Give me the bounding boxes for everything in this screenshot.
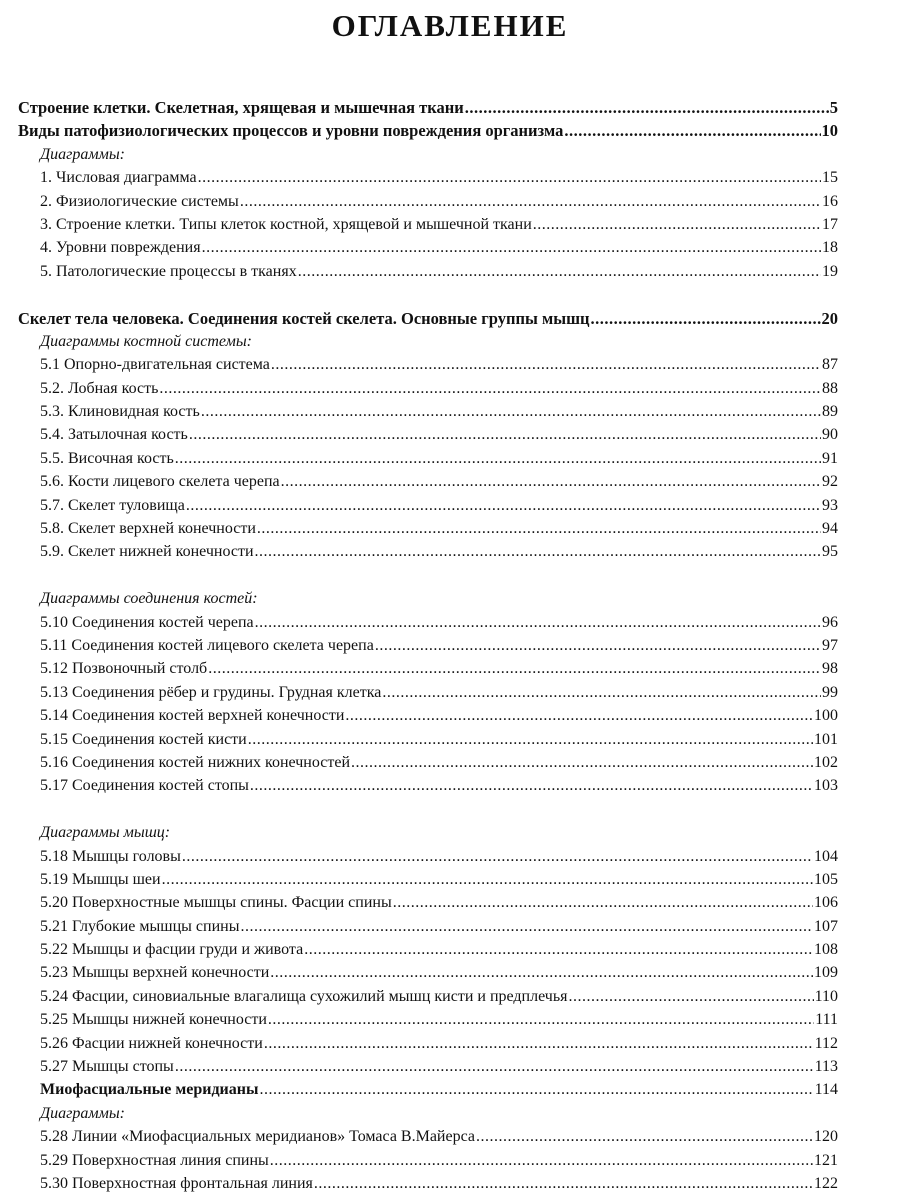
dot-leader — [465, 96, 825, 119]
toc-entry[interactable] — [0, 681, 838, 704]
entry-label: 5.1 Опорно-двигательная система — [40, 356, 270, 374]
page-number: 92 — [822, 473, 838, 491]
section-heading — [0, 587, 900, 610]
toc-entry[interactable] — [0, 728, 838, 751]
dot-leader — [393, 891, 813, 914]
dot-leader — [298, 260, 821, 283]
dot-leader — [240, 915, 813, 938]
table-of-contents — [0, 96, 900, 1195]
page-number: 120 — [814, 1128, 838, 1146]
entry-label: Миофасциальные меридианы — [40, 1081, 259, 1099]
entry-label: 5.7. Скелет туловища — [40, 496, 185, 514]
toc-entry[interactable] — [0, 236, 838, 259]
page-number: 19 — [822, 262, 838, 280]
toc-entry[interactable] — [0, 657, 838, 680]
dot-leader — [533, 213, 821, 236]
entry-label: 5.6. Кости лицевого скелета черепа — [40, 473, 280, 491]
dot-leader — [591, 307, 821, 330]
page-number: 111 — [815, 1011, 838, 1029]
page-title: ОГЛАВЛЕНИЕ — [331, 8, 569, 43]
page-number: 103 — [814, 777, 838, 795]
entry-label: 5.21 Глубокие мышцы спины — [40, 917, 240, 935]
page-number: 99 — [822, 683, 838, 701]
toc-entry[interactable] — [0, 353, 838, 376]
dot-leader — [175, 1055, 814, 1078]
section-heading — [0, 143, 900, 166]
page-number: 106 — [814, 894, 838, 912]
page-number: 112 — [814, 1034, 838, 1052]
page-number: 110 — [814, 987, 838, 1005]
toc-entry[interactable] — [0, 400, 838, 423]
dot-leader — [304, 938, 813, 961]
toc-entry[interactable] — [0, 447, 838, 470]
toc-entry[interactable] — [0, 540, 838, 563]
entry-label: Строение клетки. Скелетная, хрящевая и мышечная ткани — [18, 98, 464, 117]
toc-entry[interactable] — [0, 517, 838, 540]
toc-entry[interactable] — [0, 190, 838, 213]
dot-leader — [264, 1032, 814, 1055]
dot-leader — [208, 657, 821, 680]
toc-entry[interactable] — [0, 377, 838, 400]
dot-leader — [250, 774, 813, 797]
section-heading — [0, 1102, 900, 1125]
entry-label: 5.26 Фасции нижней конечности — [40, 1034, 263, 1052]
toc-entry[interactable] — [0, 119, 838, 142]
toc-entry[interactable] — [0, 774, 838, 797]
dot-leader — [201, 400, 821, 423]
entry-label: 5.18 Мышцы головы — [40, 847, 181, 865]
toc-entry[interactable] — [0, 845, 838, 868]
spacer — [0, 283, 900, 306]
dot-leader — [255, 611, 821, 634]
toc-entry[interactable] — [0, 423, 838, 446]
entry-label: 5.28 Линии «Миофасциальных меридианов» Томаса В.Майерса — [40, 1128, 475, 1146]
spacer — [0, 798, 900, 821]
toc-entry[interactable] — [0, 751, 838, 774]
dot-leader — [248, 728, 813, 751]
toc-entry[interactable] — [0, 985, 838, 1008]
entry-label: 5.22 Мышцы и фасции груди и живота — [40, 941, 304, 959]
page-number: 107 — [814, 917, 838, 935]
dot-leader — [202, 236, 821, 259]
toc-entry[interactable] — [0, 1032, 838, 1055]
page-number: 15 — [822, 169, 838, 187]
page-number: .5 — [825, 98, 838, 117]
dot-leader — [476, 1125, 813, 1148]
toc-entry[interactable] — [0, 1172, 838, 1195]
toc-entry[interactable] — [0, 704, 838, 727]
page-number: 93 — [822, 496, 838, 514]
toc-entry[interactable] — [0, 307, 838, 330]
toc-entry[interactable] — [0, 1078, 838, 1101]
page-number: 87 — [822, 356, 838, 374]
page-number: 98 — [822, 660, 838, 678]
dot-leader — [270, 1149, 813, 1172]
page-number: 101 — [814, 730, 838, 748]
toc-entry[interactable] — [0, 166, 838, 189]
entry-label: 5.27 Мышцы стопы — [40, 1058, 174, 1076]
page-number: 96 — [822, 613, 838, 631]
spacer — [0, 564, 900, 587]
page-number: 102 — [814, 753, 838, 771]
page-number: 18 — [822, 239, 838, 257]
section-heading — [0, 821, 900, 844]
entry-label: Скелет тела человека. Соединения костей скелета. Основные группы мышц — [18, 308, 590, 328]
entry-label: 5.17 Соединения костей стопы — [40, 777, 249, 795]
page-number: 109 — [814, 964, 838, 982]
toc-entry[interactable] — [0, 1125, 838, 1148]
toc-entry[interactable] — [0, 611, 838, 634]
entry-label: 5.8. Скелет верхней конечности — [40, 520, 256, 538]
dot-leader — [162, 868, 813, 891]
entry-label: 5.25 Мышцы нижней конечности — [40, 1011, 267, 1029]
dot-leader — [259, 1078, 813, 1101]
entry-label: Диаграммы: — [40, 1104, 126, 1122]
section-heading — [0, 330, 900, 353]
page-number: 90 — [822, 426, 838, 444]
dot-leader — [189, 423, 821, 446]
entry-label: 5.12 Позвоночный столб — [40, 660, 208, 678]
page-number: 100 — [814, 707, 838, 725]
page-number: 105 — [814, 870, 838, 888]
page-number: 16 — [822, 192, 838, 210]
page-number: 94 — [822, 520, 838, 538]
toc-entry[interactable] — [0, 868, 838, 891]
entry-label: 5.20 Поверхностные мышцы спины. Фасции спины — [40, 894, 392, 912]
dot-leader — [159, 377, 821, 400]
dot-leader — [182, 845, 813, 868]
toc-entry[interactable] — [0, 96, 838, 119]
entry-label: 5.29 Поверхностная линия спины — [40, 1151, 269, 1169]
dot-leader — [270, 961, 813, 984]
entry-label: 5. Патологические процессы в тканях — [40, 262, 297, 280]
page-number: 10 — [821, 121, 838, 141]
page-number: 91 — [822, 449, 838, 467]
page-number: 88 — [822, 379, 838, 397]
entry-label: 3. Строение клетки. Типы клеток костной, хрящевой и мышечной ткани — [40, 215, 532, 233]
entry-label: 5.24 Фасции, синовиальные влагалища сухожилий мышц кисти и предплечья — [40, 987, 568, 1005]
entry-label: 5.13 Соединения рёбер и грудины. Грудная клетка — [40, 683, 382, 701]
toc-entry[interactable] — [0, 961, 838, 984]
dot-leader — [281, 470, 821, 493]
toc-entry[interactable] — [0, 260, 838, 283]
dot-leader — [314, 1172, 813, 1195]
entry-label: 1. Числовая диаграмма — [40, 169, 197, 187]
dot-leader — [198, 166, 821, 189]
entry-label: 5.2. Лобная кость — [40, 379, 159, 397]
page-number: 17 — [822, 215, 838, 233]
dot-leader — [568, 985, 813, 1008]
page-number: 122 — [814, 1174, 838, 1192]
entry-label: 5.14 Соединения костей верхней конечности — [40, 707, 345, 725]
toc-entry[interactable] — [0, 1149, 838, 1172]
dot-leader — [375, 634, 821, 657]
page-number: 121 — [814, 1151, 838, 1169]
dot-leader — [271, 353, 821, 376]
dot-leader — [255, 540, 821, 563]
toc-entry[interactable] — [0, 470, 838, 493]
entry-label: Диаграммы мышц: — [40, 824, 171, 842]
entry-label: Диаграммы соединения костей: — [40, 590, 258, 608]
dot-leader — [382, 681, 821, 704]
entry-label: 5.23 Мышцы верхней конечности — [40, 964, 270, 982]
entry-label: 5.3. Клиновидная кость — [40, 403, 200, 421]
entry-label: 5.4. Затылочная кость — [40, 426, 188, 444]
entry-label: 4. Уровни повреждения — [40, 239, 201, 257]
entry-label: Диаграммы: — [40, 145, 126, 163]
toc-entry[interactable] — [0, 891, 838, 914]
toc-entry[interactable] — [0, 1055, 838, 1078]
entry-label: 5.15 Соединения костей кисти — [40, 730, 247, 748]
entry-label: 5.10 Соединения костей черепа — [40, 613, 254, 631]
page-number: 97 — [822, 636, 838, 654]
entry-label: 5.16 Соединения костей нижних конечностей — [40, 753, 351, 771]
page-number: 114 — [814, 1081, 838, 1099]
entry-label: 5.19 Мышцы шеи — [40, 870, 161, 888]
entry-label: Диаграммы костной системы: — [40, 332, 252, 350]
toc-entry[interactable] — [0, 494, 838, 517]
toc-entry[interactable] — [0, 1008, 838, 1031]
dot-leader — [257, 517, 821, 540]
entry-label: 5.9. Скелет нижней конечности — [40, 543, 254, 561]
page-number: 89 — [822, 403, 838, 421]
dot-leader — [345, 704, 813, 727]
toc-entry[interactable] — [0, 213, 838, 236]
entry-label: 5.5. Височная кость — [40, 449, 174, 467]
entry-label: 5.30 Поверхностная фронтальная линия — [40, 1174, 313, 1192]
entry-label: 2. Физиологические системы — [40, 192, 239, 210]
dot-leader — [175, 447, 821, 470]
toc-entry[interactable] — [0, 938, 838, 961]
dot-leader — [240, 190, 821, 213]
dot-leader — [268, 1008, 814, 1031]
entry-label: 5.11 Соединения костей лицевого скелета черепа — [40, 636, 374, 654]
page-number: 113 — [814, 1058, 838, 1076]
dot-leader — [186, 494, 821, 517]
dot-leader — [351, 751, 813, 774]
page-number: 108 — [814, 941, 838, 959]
entry-label: Виды патофизиологических процессов и уровни повреждения организма — [18, 121, 564, 141]
toc-entry[interactable] — [0, 634, 838, 657]
toc-entry[interactable] — [0, 915, 838, 938]
page-number: 95 — [822, 543, 838, 561]
dot-leader — [564, 119, 820, 142]
page-number: 104 — [814, 847, 838, 865]
page-number: 20 — [821, 308, 838, 328]
